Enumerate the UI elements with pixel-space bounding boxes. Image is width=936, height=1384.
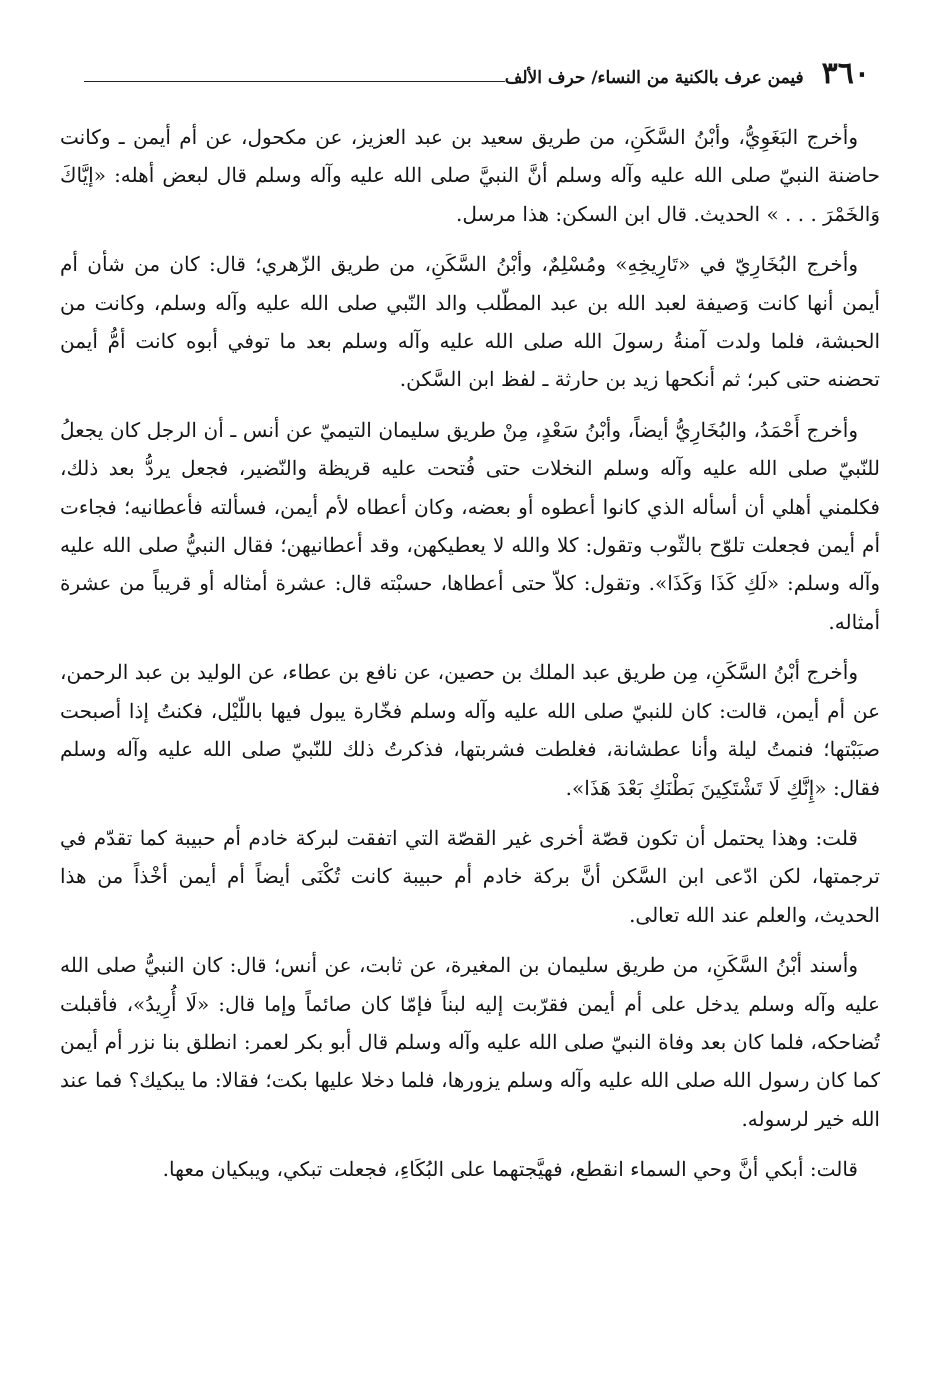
running-head: فيمن عرف بالكنية من النساء/ حرف الألف	[504, 68, 804, 88]
paragraph-2: وأخرج البُخَارِيّ في «تَارِيخِهِ» ومُسْلِمٌ، وأبْنُ السَّكَنِ، من طريق الزّهري؛ قال: كان من شأن أم أيمن أنها كانت وَصيفة لعبد الله بن عبد المطّلب والد النّبي صلى الله عليه وآله وسلم، وكانت من الحبشة، فلما ولدت آمنةُ رسولَ الله صلى الله عليه وآله وسلم بعد ما توفي أبوه كانت أمُّ أيمن تحضنه حتى كبر؛ ثم أنكحها زيد بن حارثة ـ لفظ ابن السَّكن.	[60, 252, 880, 392]
page-number: ٣٦٠	[821, 56, 870, 91]
paragraph-1: وأخرج البَغَوِيُّ، وأبْنُ السَّكَنِ، من طريق سعيد بن عبد العزيز، عن مكحول، عن أم أيمن ـ وكانت حاضنة النبيّ صلى الله عليه وآله وسلم أنَّ النبيَّ صلى الله عليه وآله وسلم قال لبعض أهله: «إيَّاكَ وَالخَمْرَ . . . » الحديث. قال ابن السكن: هذا مرسل.	[60, 125, 880, 226]
body-text	[60, 118, 880, 1358]
paragraph-5: قلت: وهذا يحتمل أن تكون قصّة أخرى غير القصّة التي اتفقت لبركة خادم أم حبيبة كما تقدّم في ترجمتها، لكن ادّعى ابن السَّكن أنَّ بركة خادم أم حبيبة كانت تُكْنَى أيضاً أم أيمن أخْذاً من هذا الحديث، والعلم عند الله تعالى.	[60, 825, 880, 927]
page-header	[70, 52, 870, 92]
paragraph-4: وأخرج أبْنُ السَّكَنِ، مِن طريق عبد الملك بن حصين، عن نافع بن عطاء، عن الوليد بن عبد الرحمن، عن أم أيمن، قالت: كان للنبيّ صلى الله عليه وآله وسلم فخّارة يبول فيها باللّيْل، فكنتُ إذا أصبحت صبَبْتها؛ فنمتُ ليلة وأنا عطشانة، فغلطت فشربتها، فذكرتُ ذلك للنّبيّ صلى الله عليه وآله وسلم فقال: «إِنَّكِ لَا تَشْتَكِينَ بَطْنَكِ بَعْدَ هَذَا».	[60, 660, 880, 800]
header-rule	[84, 81, 505, 82]
paragraph-3: وأخرج أَحْمَدُ، والبُخَارِيُّ أيضاً، وأبْنُ سَعْدٍ، مِنْ طريق سليمان التيميّ عن أنس ـ أن الرجل كان يجعلُ للنّبيّ صلى الله عليه وآله وسلم النخلات حتى فُتحت عليه قريظة والنّضير، فجعل يردُّ بعد ذلك، فكلمني أهلي أن أسأله الذي كانوا أعطوه أو بعضه، وكان أعطاه لأم أيمن، فسألته فأعطانيه؛ فجاءت أم أيمن فجعلت تلوّح بالثّوب وتقول: كلا والله لا يعطيكهن، وقد أعطانيهن؛ فقال النبيُّ صلى الله عليه وآله وسلم: «لَكِ كَذَا وَكَذَا». وتقول: كلاّ حتى أعطاها، حسبْته قال: عشرة أمثاله أو قريباً من عشرة أمثاله.	[60, 417, 880, 634]
paragraph-6: وأسند أبْنُ السَّكَنِ، من طريق سليمان بن المغيرة، عن ثابت، عن أنس؛ قال: كان النبيُّ صلى الله عليه وآله وسلم يدخل على أم أيمن فقرّبت إليه لبناً فإمّا كان صائماً وإما قال: «لَا أُرِيدُ»، فأقبلت تُضاحكه، فلما كان بعد وفاة النبيّ صلى الله عليه وآله وسلم قال أبو بكر لعمر: انطلق بنا نزر أم أيمن كما كان رسول الله صلى الله عليه وآله وسلم يزورها، فلما دخلا عليها بكت؛ فقالا: ما يبكيك؟ فما عند الله خير لرسوله.	[60, 953, 880, 1131]
paragraph-7: قالت: أبكي أنَّ وحي السماء انقطع، فهيَّجتهما على البُكَاءِ، فجعلت تبكي، ويبكيان معها.	[162, 1157, 858, 1182]
